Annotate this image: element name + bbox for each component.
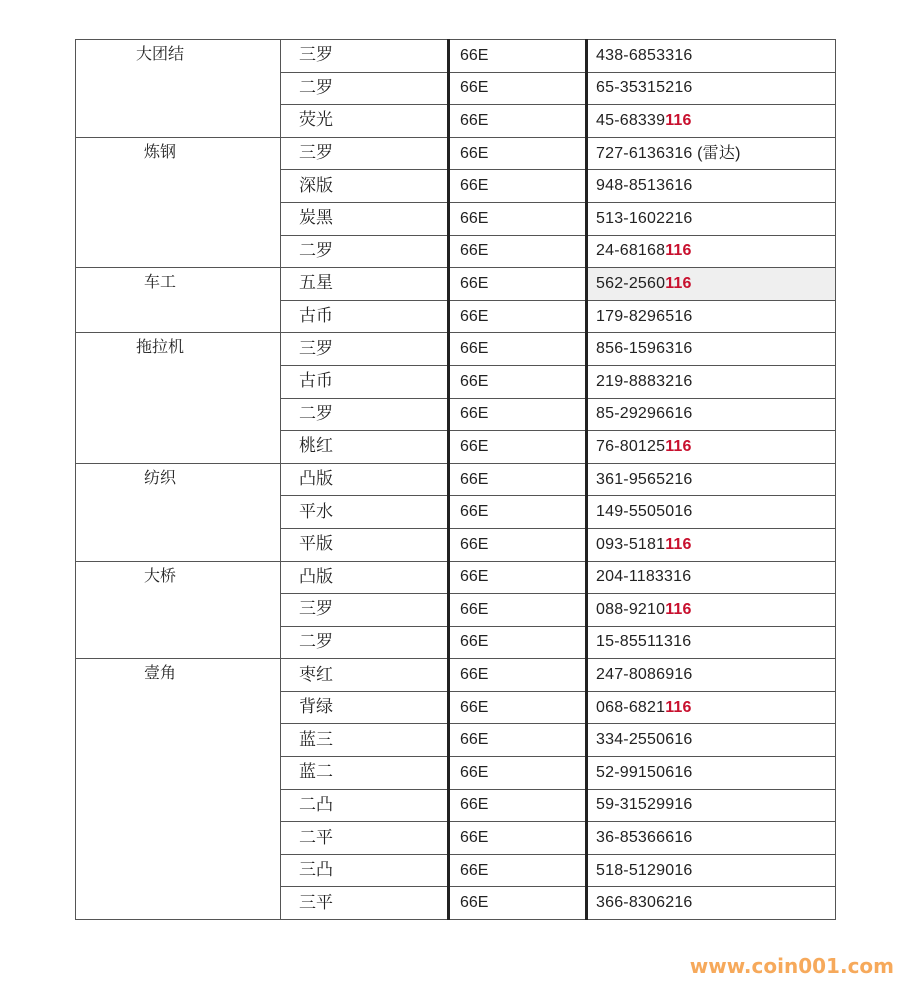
table-row [76, 333, 836, 366]
variety-cell: 荧光 [281, 105, 449, 138]
serial-number-cell [587, 105, 836, 138]
variety-cell: 桃红 [281, 431, 449, 464]
serial-number-main: 068-6821 [596, 698, 666, 716]
serial-number-cell [587, 724, 836, 757]
variety-cell: 蓝二 [281, 757, 449, 790]
group-name: 拖拉机 [135, 337, 184, 357]
table-body [76, 40, 836, 920]
group-cell [76, 659, 281, 920]
variety-cell: 背绿 [281, 691, 449, 724]
variety-cell: 二罗 [281, 72, 449, 105]
series-code-cell: 66E [449, 626, 587, 659]
variety-cell: 二凸 [281, 789, 449, 822]
series-code-cell: 66E [449, 463, 587, 496]
variety-cell: 古币 [281, 365, 449, 398]
serial-number-main: 65-35315216 [596, 79, 693, 97]
group-name: 车工 [143, 272, 176, 292]
serial-number-main: 204-1183316 [596, 568, 692, 586]
serial-number-cell [587, 854, 836, 887]
serial-number-main: 76-80125 [596, 437, 666, 455]
series-code-cell: 66E [449, 496, 587, 529]
variety-cell: 凸版 [281, 561, 449, 594]
serial-number-cell [587, 822, 836, 855]
serial-number-main: 856-1596316 [596, 340, 693, 358]
serial-number-cell [587, 594, 836, 627]
variety-cell: 凸版 [281, 463, 449, 496]
series-code-cell: 66E [449, 333, 587, 366]
series-code-cell: 66E [449, 528, 587, 561]
serial-number-main: 088-9210 [596, 600, 666, 618]
serial-number-main: 361-9565216 [596, 470, 693, 488]
serial-number-cell [587, 268, 836, 301]
series-code-cell: 66E [449, 659, 587, 692]
serial-number-main: 513-1602216 [596, 209, 693, 227]
serial-number-main: 334-2550616 [596, 731, 693, 749]
series-code-cell: 66E [449, 724, 587, 757]
serial-number-cell [587, 40, 836, 73]
series-code-cell: 66E [449, 854, 587, 887]
series-code-cell: 66E [449, 137, 587, 170]
serial-number-cell [587, 300, 836, 333]
series-code-cell: 66E [449, 822, 587, 855]
series-code-cell: 66E [449, 300, 587, 333]
serial-number-main: 149-5505016 [596, 503, 693, 521]
serial-number-highlight: 116 [665, 437, 692, 455]
series-code-cell: 66E [449, 887, 587, 920]
series-code-cell: 66E [449, 691, 587, 724]
group-name: 纺织 [143, 467, 176, 487]
group-name: 壹角 [143, 663, 176, 683]
variety-cell: 三罗 [281, 594, 449, 627]
serial-number-cell [587, 887, 836, 920]
serial-number-cell [587, 528, 836, 561]
variety-cell: 二罗 [281, 626, 449, 659]
serial-number-cell [587, 561, 836, 594]
variety-cell: 三罗 [281, 137, 449, 170]
serial-number-highlight: 116 [665, 111, 692, 129]
series-code-cell: 66E [449, 757, 587, 790]
serial-number-cell [587, 691, 836, 724]
series-code-cell: 66E [449, 105, 587, 138]
group-name: 大团结 [135, 44, 184, 63]
serial-number-cell [587, 398, 836, 431]
variety-cell: 枣红 [281, 659, 449, 692]
variety-cell: 炭黑 [281, 202, 449, 235]
group-name: 大桥 [143, 565, 176, 585]
series-code-cell: 66E [449, 398, 587, 431]
serial-number-cell [587, 72, 836, 105]
serial-number-main: 52-99150616 [596, 763, 693, 781]
serial-number-main: 36-85366616 [596, 829, 693, 847]
group-cell [76, 333, 281, 463]
serial-number-cell [587, 789, 836, 822]
serial-number-main: 179-8296516 [596, 307, 693, 325]
serial-number-cell [587, 496, 836, 529]
table-row [76, 137, 836, 170]
serial-number-main: 366-8306216 [596, 894, 693, 912]
series-code-cell: 66E [449, 235, 587, 268]
serial-number-main: 24-68168 [596, 242, 666, 260]
variety-cell: 二平 [281, 822, 449, 855]
series-code-cell: 66E [449, 40, 587, 73]
serial-number-cell [587, 170, 836, 203]
serial-number-main: 948-8513616 [596, 177, 693, 195]
serial-number-cell [587, 137, 836, 170]
serial-number-cell [587, 202, 836, 235]
serial-number-main: 727-6136316 (雷达) [596, 144, 741, 162]
series-code-cell: 66E [449, 365, 587, 398]
variety-cell: 三平 [281, 887, 449, 920]
series-code-cell: 66E [449, 72, 587, 105]
table-row [76, 40, 836, 73]
serial-number-main: 438-6853316 [596, 46, 693, 64]
serial-number-main: 45-68339 [596, 111, 666, 129]
serial-number-main: 518-5129016 [596, 861, 693, 879]
variety-cell: 三罗 [281, 333, 449, 366]
table-row [76, 268, 836, 301]
variety-cell: 二罗 [281, 398, 449, 431]
serial-number-main: 15-85511316 [596, 633, 692, 651]
variety-cell: 深版 [281, 170, 449, 203]
group-cell [76, 40, 281, 138]
table-row [76, 561, 836, 594]
serial-number-cell [587, 431, 836, 464]
serial-number-main: 85-29296616 [596, 405, 693, 423]
variety-cell: 二罗 [281, 235, 449, 268]
series-code-cell: 66E [449, 170, 587, 203]
group-cell [76, 268, 281, 333]
serial-number-highlight: 116 [665, 242, 692, 260]
series-code-cell: 66E [449, 202, 587, 235]
series-code-cell: 66E [449, 594, 587, 627]
serial-number-cell [587, 235, 836, 268]
variety-cell: 古币 [281, 300, 449, 333]
group-cell [76, 561, 281, 659]
site-watermark: www.coin001.com [689, 954, 894, 978]
serial-number-cell [587, 659, 836, 692]
serial-number-main: 59-31529916 [596, 796, 693, 814]
serial-number-cell [587, 463, 836, 496]
serial-number-cell [587, 757, 836, 790]
serial-number-main: 093-5181 [596, 535, 666, 553]
group-name: 炼钢 [143, 141, 176, 161]
serial-number-cell [587, 365, 836, 398]
table-row [76, 463, 836, 496]
series-code-cell: 66E [449, 268, 587, 301]
group-cell [76, 137, 281, 267]
variety-cell: 蓝三 [281, 724, 449, 757]
variety-cell: 三凸 [281, 854, 449, 887]
table-row [76, 659, 836, 692]
series-code-cell: 66E [449, 789, 587, 822]
variety-cell: 五星 [281, 268, 449, 301]
group-cell [76, 463, 281, 561]
serial-number-table-container [75, 39, 835, 920]
serial-number-highlight: 116 [665, 600, 692, 618]
variety-cell: 平水 [281, 496, 449, 529]
serial-number-highlight: 116 [665, 535, 692, 553]
serial-number-main: 219-8883216 [596, 372, 693, 390]
variety-cell: 平版 [281, 528, 449, 561]
serial-number-highlight: 116 [665, 698, 692, 716]
series-code-cell: 66E [449, 561, 587, 594]
variety-cell: 三罗 [281, 40, 449, 73]
serial-number-main: 562-2560 [596, 274, 666, 292]
serial-number-main: 247-8086916 [596, 666, 693, 684]
serial-number-highlight: 116 [665, 274, 692, 292]
serial-number-cell [587, 333, 836, 366]
serial-number-table [75, 39, 836, 920]
series-code-cell: 66E [449, 431, 587, 464]
serial-number-cell [587, 626, 836, 659]
